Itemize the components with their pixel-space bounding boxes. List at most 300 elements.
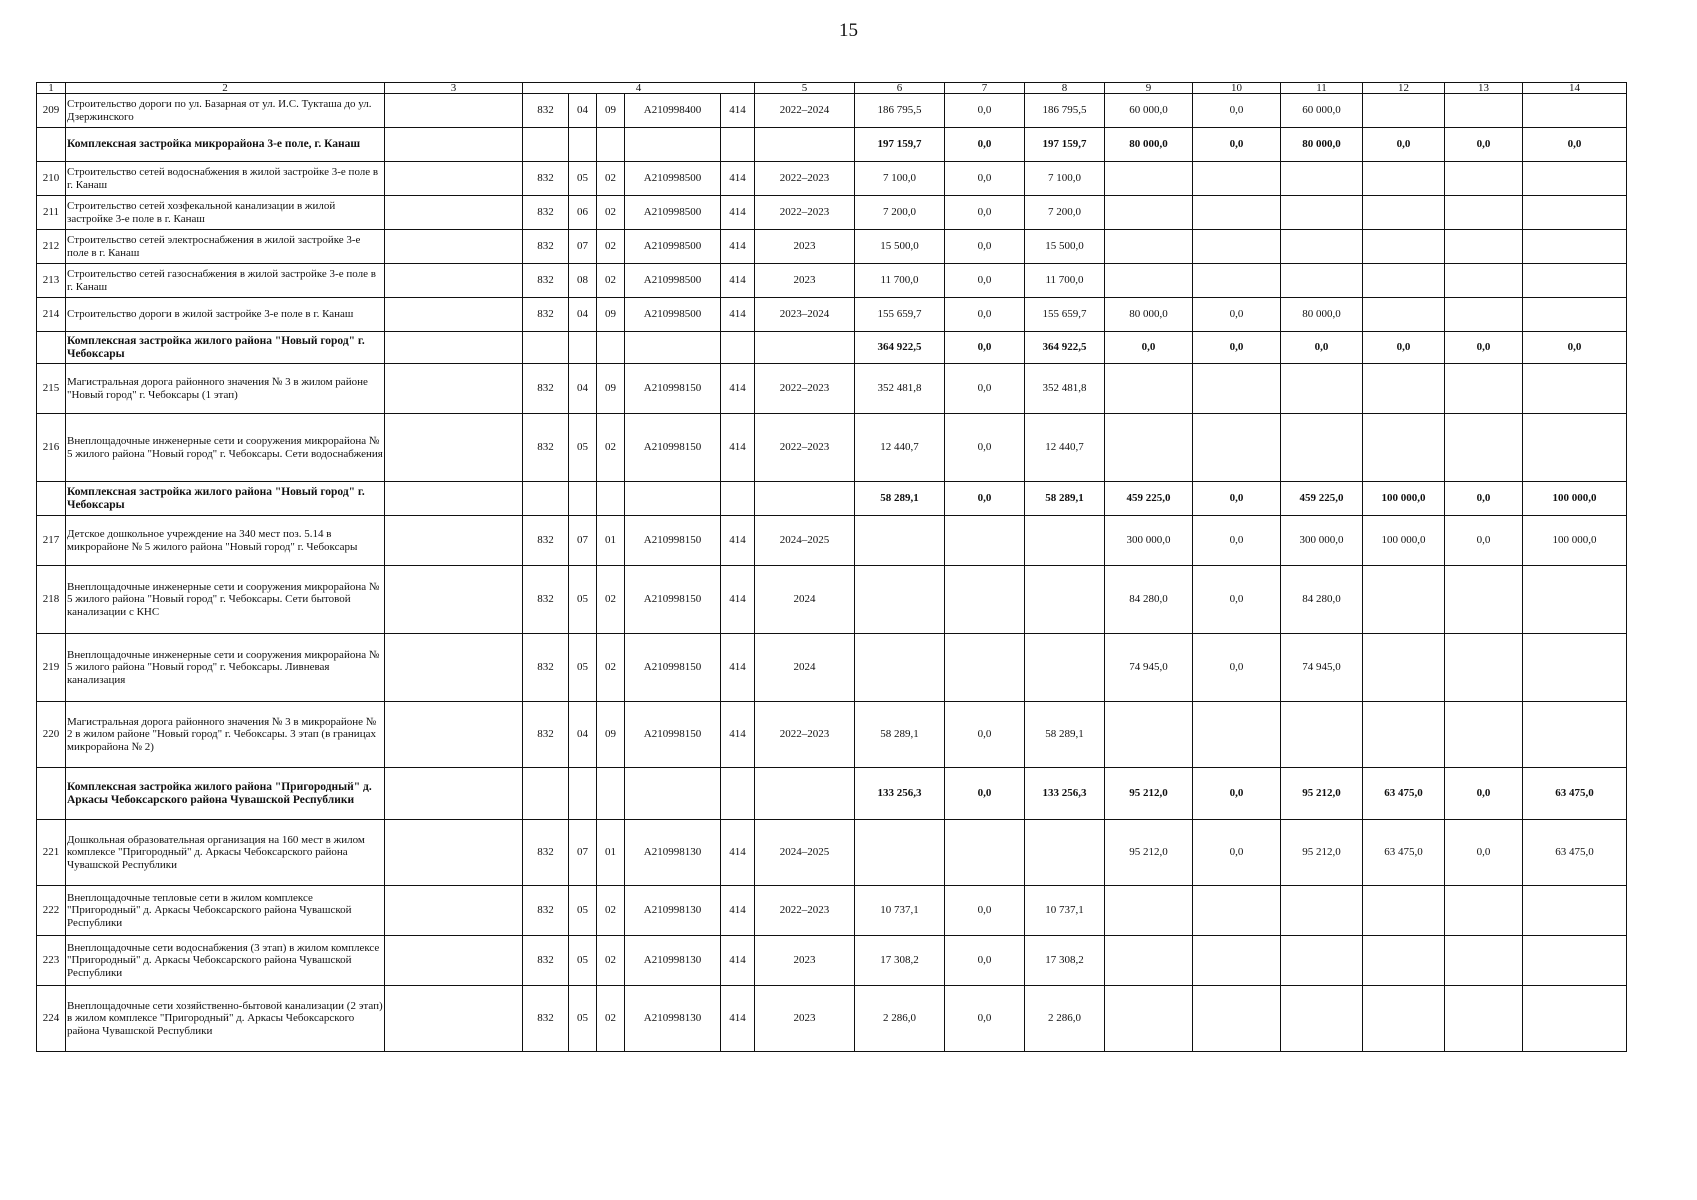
table-row xyxy=(37,364,1627,414)
implementation-period: 2023 xyxy=(755,936,855,986)
value-col11: 80 000,0 xyxy=(1281,298,1363,332)
row-name: Внеплощадочные инженерные сети и сооружения микрорайона № 5 жилого района "Новый город" г. Чебоксары. Сети бытовой канализации с КНС xyxy=(66,566,385,634)
value-col6: 2 286,0 xyxy=(855,986,945,1052)
value-col11: 74 945,0 xyxy=(1281,634,1363,702)
row-name: Комплексная застройка микрорайона 3-е поле, г. Канаш xyxy=(66,128,385,162)
code-target-article: А210998500 xyxy=(625,264,721,298)
code-subsection: 02 xyxy=(597,886,625,936)
value-col14 xyxy=(1523,702,1627,768)
code-target-article: А210998400 xyxy=(625,94,721,128)
code-expense-type xyxy=(721,332,755,364)
value-col13 xyxy=(1445,936,1523,986)
value-col9 xyxy=(1105,702,1193,768)
code-expense-type xyxy=(721,482,755,516)
value-col14 xyxy=(1523,196,1627,230)
value-col6: 58 289,1 xyxy=(855,702,945,768)
value-col8: 17 308,2 xyxy=(1025,936,1105,986)
value-col6 xyxy=(855,566,945,634)
row-number: 220 xyxy=(37,702,66,768)
value-col9 xyxy=(1105,162,1193,196)
row-col3 xyxy=(385,634,523,702)
header-cell: 9 xyxy=(1105,83,1193,94)
value-col9: 95 212,0 xyxy=(1105,768,1193,820)
header-row xyxy=(37,83,1627,94)
value-col13: 0,0 xyxy=(1445,516,1523,566)
implementation-period: 2022–2023 xyxy=(755,702,855,768)
value-col11: 95 212,0 xyxy=(1281,768,1363,820)
value-col9: 80 000,0 xyxy=(1105,298,1193,332)
value-col8: 58 289,1 xyxy=(1025,702,1105,768)
code-section: 05 xyxy=(569,634,597,702)
code-section: 05 xyxy=(569,936,597,986)
row-number: 215 xyxy=(37,364,66,414)
code-ministry: 832 xyxy=(523,516,569,566)
value-col7 xyxy=(945,516,1025,566)
code-ministry: 832 xyxy=(523,986,569,1052)
code-section: 05 xyxy=(569,414,597,482)
value-col8: 155 659,7 xyxy=(1025,298,1105,332)
code-ministry xyxy=(523,482,569,516)
code-target-article: А210998150 xyxy=(625,634,721,702)
row-col3 xyxy=(385,196,523,230)
value-col10: 0,0 xyxy=(1193,634,1281,702)
value-col6: 12 440,7 xyxy=(855,414,945,482)
value-col13 xyxy=(1445,94,1523,128)
code-subsection: 02 xyxy=(597,196,625,230)
code-section: 04 xyxy=(569,702,597,768)
code-section: 05 xyxy=(569,162,597,196)
implementation-period: 2024–2025 xyxy=(755,516,855,566)
value-col14 xyxy=(1523,264,1627,298)
row-number: 222 xyxy=(37,886,66,936)
code-expense-type: 414 xyxy=(721,364,755,414)
code-ministry: 832 xyxy=(523,230,569,264)
value-col12 xyxy=(1363,634,1445,702)
value-col7: 0,0 xyxy=(945,264,1025,298)
code-expense-type: 414 xyxy=(721,516,755,566)
value-col9: 60 000,0 xyxy=(1105,94,1193,128)
code-ministry xyxy=(523,128,569,162)
implementation-period: 2024 xyxy=(755,566,855,634)
value-col10 xyxy=(1193,886,1281,936)
value-col10 xyxy=(1193,936,1281,986)
value-col6: 186 795,5 xyxy=(855,94,945,128)
code-section: 05 xyxy=(569,986,597,1052)
row-name: Магистральная дорога районного значения № 3 в микрорайоне № 2 в жилом районе "Новый город" г. Чебоксары. 3 этап (в границах микрорайона № 2) xyxy=(66,702,385,768)
value-col7 xyxy=(945,634,1025,702)
row-number: 223 xyxy=(37,936,66,986)
value-col6: 352 481,8 xyxy=(855,364,945,414)
value-col13 xyxy=(1445,634,1523,702)
page-number: 15 xyxy=(839,20,858,41)
header-cell: 11 xyxy=(1281,83,1363,94)
value-col13 xyxy=(1445,886,1523,936)
value-col13: 0,0 xyxy=(1445,768,1523,820)
row-col3 xyxy=(385,264,523,298)
group-row xyxy=(37,482,1627,516)
code-expense-type xyxy=(721,768,755,820)
code-target-article xyxy=(625,332,721,364)
table-row xyxy=(37,986,1627,1052)
code-expense-type: 414 xyxy=(721,230,755,264)
value-col8: 11 700,0 xyxy=(1025,264,1105,298)
row-number: 214 xyxy=(37,298,66,332)
value-col7: 0,0 xyxy=(945,94,1025,128)
value-col8 xyxy=(1025,634,1105,702)
code-subsection xyxy=(597,128,625,162)
row-number xyxy=(37,332,66,364)
value-col6: 364 922,5 xyxy=(855,332,945,364)
value-col11 xyxy=(1281,162,1363,196)
value-col10: 0,0 xyxy=(1193,128,1281,162)
value-col14 xyxy=(1523,162,1627,196)
code-section xyxy=(569,482,597,516)
value-col9 xyxy=(1105,196,1193,230)
row-name: Комплексная застройка жилого района "Пригородный" д. Аркасы Чебоксарского района Чувашской Республики xyxy=(66,768,385,820)
row-name: Магистральная дорога районного значения № 3 в жилом районе "Новый город" г. Чебоксары (1 этап) xyxy=(66,364,385,414)
row-number: 209 xyxy=(37,94,66,128)
value-col10 xyxy=(1193,162,1281,196)
code-target-article xyxy=(625,128,721,162)
value-col7: 0,0 xyxy=(945,364,1025,414)
row-number: 221 xyxy=(37,820,66,886)
value-col14 xyxy=(1523,986,1627,1052)
value-col11 xyxy=(1281,936,1363,986)
value-col9 xyxy=(1105,936,1193,986)
value-col12 xyxy=(1363,364,1445,414)
value-col9: 84 280,0 xyxy=(1105,566,1193,634)
value-col12 xyxy=(1363,196,1445,230)
code-ministry: 832 xyxy=(523,94,569,128)
value-col8 xyxy=(1025,820,1105,886)
value-col11: 300 000,0 xyxy=(1281,516,1363,566)
implementation-period xyxy=(755,768,855,820)
implementation-period: 2023–2024 xyxy=(755,298,855,332)
value-col11: 60 000,0 xyxy=(1281,94,1363,128)
value-col10 xyxy=(1193,364,1281,414)
code-expense-type: 414 xyxy=(721,196,755,230)
code-ministry: 832 xyxy=(523,298,569,332)
value-col13: 0,0 xyxy=(1445,482,1523,516)
value-col9 xyxy=(1105,886,1193,936)
value-col6 xyxy=(855,516,945,566)
value-col11 xyxy=(1281,986,1363,1052)
row-name: Внеплощадочные тепловые сети в жилом комплексе "Пригородный" д. Аркасы Чебоксарского района Чувашской Республики xyxy=(66,886,385,936)
code-ministry: 832 xyxy=(523,936,569,986)
value-col8: 197 159,7 xyxy=(1025,128,1105,162)
value-col9: 459 225,0 xyxy=(1105,482,1193,516)
code-section: 07 xyxy=(569,820,597,886)
value-col6: 58 289,1 xyxy=(855,482,945,516)
code-subsection: 02 xyxy=(597,566,625,634)
implementation-period: 2024 xyxy=(755,634,855,702)
value-col6 xyxy=(855,634,945,702)
value-col14: 0,0 xyxy=(1523,332,1627,364)
header-cell: 5 xyxy=(755,83,855,94)
implementation-period: 2023 xyxy=(755,230,855,264)
code-target-article xyxy=(625,482,721,516)
row-name: Строительство сетей водоснабжения в жилой застройке 3-е поле в г. Канаш xyxy=(66,162,385,196)
row-col3 xyxy=(385,128,523,162)
value-col7: 0,0 xyxy=(945,414,1025,482)
value-col11 xyxy=(1281,264,1363,298)
value-col10 xyxy=(1193,702,1281,768)
value-col14 xyxy=(1523,298,1627,332)
value-col9 xyxy=(1105,414,1193,482)
implementation-period: 2022–2023 xyxy=(755,364,855,414)
code-expense-type: 414 xyxy=(721,702,755,768)
value-col6: 17 308,2 xyxy=(855,936,945,986)
value-col14: 100 000,0 xyxy=(1523,482,1627,516)
value-col7: 0,0 xyxy=(945,332,1025,364)
code-ministry: 832 xyxy=(523,414,569,482)
value-col14 xyxy=(1523,94,1627,128)
row-col3 xyxy=(385,986,523,1052)
value-col12: 0,0 xyxy=(1363,332,1445,364)
code-target-article: А210998150 xyxy=(625,702,721,768)
code-subsection: 09 xyxy=(597,702,625,768)
code-ministry: 832 xyxy=(523,566,569,634)
code-subsection xyxy=(597,482,625,516)
value-col6: 10 737,1 xyxy=(855,886,945,936)
value-col13 xyxy=(1445,264,1523,298)
value-col6: 11 700,0 xyxy=(855,264,945,298)
value-col12 xyxy=(1363,936,1445,986)
value-col9 xyxy=(1105,264,1193,298)
code-expense-type: 414 xyxy=(721,936,755,986)
row-name: Комплексная застройка жилого района "Новый город" г. Чебоксары xyxy=(66,482,385,516)
code-target-article: А210998130 xyxy=(625,986,721,1052)
row-number: 211 xyxy=(37,196,66,230)
row-name: Строительство дороги по ул. Базарная от ул. И.С. Тукташа до ул. Дзержинского xyxy=(66,94,385,128)
row-number: 212 xyxy=(37,230,66,264)
code-subsection xyxy=(597,768,625,820)
value-col13: 0,0 xyxy=(1445,128,1523,162)
group-row xyxy=(37,332,1627,364)
value-col11 xyxy=(1281,886,1363,936)
row-col3 xyxy=(385,566,523,634)
code-target-article xyxy=(625,768,721,820)
value-col10: 0,0 xyxy=(1193,768,1281,820)
code-target-article: А210998150 xyxy=(625,414,721,482)
value-col14 xyxy=(1523,414,1627,482)
code-section xyxy=(569,768,597,820)
header-cell: 8 xyxy=(1025,83,1105,94)
row-col3 xyxy=(385,936,523,986)
value-col13 xyxy=(1445,702,1523,768)
value-col10: 0,0 xyxy=(1193,332,1281,364)
value-col10: 0,0 xyxy=(1193,516,1281,566)
value-col7: 0,0 xyxy=(945,162,1025,196)
value-col9 xyxy=(1105,986,1193,1052)
row-col3 xyxy=(385,768,523,820)
row-col3 xyxy=(385,230,523,264)
value-col10: 0,0 xyxy=(1193,566,1281,634)
row-name: Дошкольная образовательная организация на 160 мест в жилом комплексе "Пригородный" д. Аркасы Чебоксарского района Чувашской Республики xyxy=(66,820,385,886)
value-col12 xyxy=(1363,414,1445,482)
row-number xyxy=(37,482,66,516)
code-subsection: 02 xyxy=(597,414,625,482)
row-name: Строительство сетей хозфекальной канализации в жилой застройке 3-е поле в г. Канаш xyxy=(66,196,385,230)
table-row xyxy=(37,634,1627,702)
value-col9 xyxy=(1105,364,1193,414)
table-row xyxy=(37,298,1627,332)
code-section: 05 xyxy=(569,886,597,936)
value-col12 xyxy=(1363,886,1445,936)
value-col11: 95 212,0 xyxy=(1281,820,1363,886)
header-cell: 3 xyxy=(385,83,523,94)
value-col8: 12 440,7 xyxy=(1025,414,1105,482)
value-col7 xyxy=(945,820,1025,886)
value-col6: 155 659,7 xyxy=(855,298,945,332)
value-col14: 63 475,0 xyxy=(1523,768,1627,820)
table-row xyxy=(37,414,1627,482)
header-cell: 7 xyxy=(945,83,1025,94)
row-name: Внеплощадочные инженерные сети и сооружения микрорайона № 5 жилого района "Новый город" г. Чебоксары. Сети водоснабжения xyxy=(66,414,385,482)
table-row xyxy=(37,162,1627,196)
code-target-article: А210998500 xyxy=(625,298,721,332)
value-col10: 0,0 xyxy=(1193,820,1281,886)
value-col12 xyxy=(1363,986,1445,1052)
row-col3 xyxy=(385,482,523,516)
code-section: 07 xyxy=(569,516,597,566)
row-col3 xyxy=(385,332,523,364)
code-section xyxy=(569,332,597,364)
value-col7 xyxy=(945,566,1025,634)
code-expense-type: 414 xyxy=(721,414,755,482)
code-ministry: 832 xyxy=(523,820,569,886)
value-col10 xyxy=(1193,196,1281,230)
row-name: Строительство дороги в жилой застройке 3-е поле в г. Канаш xyxy=(66,298,385,332)
header-cell: 13 xyxy=(1445,83,1523,94)
value-col12 xyxy=(1363,702,1445,768)
value-col11: 459 225,0 xyxy=(1281,482,1363,516)
value-col11: 0,0 xyxy=(1281,332,1363,364)
code-expense-type: 414 xyxy=(721,94,755,128)
code-expense-type: 414 xyxy=(721,634,755,702)
value-col14 xyxy=(1523,230,1627,264)
row-col3 xyxy=(385,886,523,936)
table-row xyxy=(37,94,1627,128)
value-col11 xyxy=(1281,364,1363,414)
value-col9 xyxy=(1105,230,1193,264)
code-expense-type: 414 xyxy=(721,820,755,886)
value-col8: 10 737,1 xyxy=(1025,886,1105,936)
row-col3 xyxy=(385,162,523,196)
row-number xyxy=(37,128,66,162)
code-target-article: А210998150 xyxy=(625,566,721,634)
code-section: 06 xyxy=(569,196,597,230)
code-subsection: 02 xyxy=(597,986,625,1052)
code-section: 08 xyxy=(569,264,597,298)
row-col3 xyxy=(385,298,523,332)
value-col11: 80 000,0 xyxy=(1281,128,1363,162)
code-target-article: А210998150 xyxy=(625,364,721,414)
code-section: 04 xyxy=(569,364,597,414)
value-col6: 197 159,7 xyxy=(855,128,945,162)
value-col14: 0,0 xyxy=(1523,128,1627,162)
value-col12: 63 475,0 xyxy=(1363,820,1445,886)
value-col13: 0,0 xyxy=(1445,820,1523,886)
code-subsection: 02 xyxy=(597,936,625,986)
header-cell: 4 xyxy=(523,83,755,94)
value-col12: 100 000,0 xyxy=(1363,482,1445,516)
row-number: 224 xyxy=(37,986,66,1052)
value-col8: 15 500,0 xyxy=(1025,230,1105,264)
code-subsection: 09 xyxy=(597,364,625,414)
value-col12 xyxy=(1363,566,1445,634)
value-col14: 100 000,0 xyxy=(1523,516,1627,566)
code-target-article: А210998500 xyxy=(625,162,721,196)
table-row xyxy=(37,702,1627,768)
row-name: Внеплощадочные сети хозяйственно-бытовой канализации (2 этап) в жилом комплексе "Пригородный" д. Аркасы Чебоксарского района Чувашской Республики xyxy=(66,986,385,1052)
row-col3 xyxy=(385,364,523,414)
code-subsection: 01 xyxy=(597,516,625,566)
code-ministry: 832 xyxy=(523,702,569,768)
header-cell: 6 xyxy=(855,83,945,94)
code-expense-type: 414 xyxy=(721,162,755,196)
code-ministry: 832 xyxy=(523,634,569,702)
value-col11 xyxy=(1281,414,1363,482)
value-col8: 2 286,0 xyxy=(1025,986,1105,1052)
code-section xyxy=(569,128,597,162)
row-number: 210 xyxy=(37,162,66,196)
value-col7: 0,0 xyxy=(945,768,1025,820)
code-target-article: А210998150 xyxy=(625,516,721,566)
value-col12: 100 000,0 xyxy=(1363,516,1445,566)
value-col12 xyxy=(1363,162,1445,196)
table-row xyxy=(37,230,1627,264)
implementation-period: 2022–2023 xyxy=(755,414,855,482)
code-subsection: 09 xyxy=(597,94,625,128)
value-col8: 7 100,0 xyxy=(1025,162,1105,196)
row-col3 xyxy=(385,820,523,886)
value-col13: 0,0 xyxy=(1445,332,1523,364)
value-col7: 0,0 xyxy=(945,986,1025,1052)
code-subsection: 02 xyxy=(597,230,625,264)
code-expense-type: 414 xyxy=(721,298,755,332)
value-col8: 186 795,5 xyxy=(1025,94,1105,128)
implementation-period: 2024–2025 xyxy=(755,820,855,886)
row-number: 219 xyxy=(37,634,66,702)
value-col13 xyxy=(1445,196,1523,230)
code-ministry: 832 xyxy=(523,364,569,414)
implementation-period: 2022–2023 xyxy=(755,886,855,936)
code-subsection: 02 xyxy=(597,634,625,702)
row-number: 213 xyxy=(37,264,66,298)
value-col13 xyxy=(1445,230,1523,264)
value-col9: 95 212,0 xyxy=(1105,820,1193,886)
value-col11 xyxy=(1281,230,1363,264)
value-col7: 0,0 xyxy=(945,128,1025,162)
value-col7: 0,0 xyxy=(945,298,1025,332)
value-col10: 0,0 xyxy=(1193,94,1281,128)
row-number: 218 xyxy=(37,566,66,634)
code-target-article: А210998130 xyxy=(625,820,721,886)
budget-table xyxy=(36,82,1627,1052)
value-col10: 0,0 xyxy=(1193,298,1281,332)
value-col7: 0,0 xyxy=(945,702,1025,768)
implementation-period: 2023 xyxy=(755,986,855,1052)
value-col6 xyxy=(855,820,945,886)
code-subsection xyxy=(597,332,625,364)
table-row xyxy=(37,566,1627,634)
value-col7: 0,0 xyxy=(945,230,1025,264)
code-section: 05 xyxy=(569,566,597,634)
implementation-period: 2022–2023 xyxy=(755,162,855,196)
value-col8 xyxy=(1025,516,1105,566)
value-col10 xyxy=(1193,986,1281,1052)
